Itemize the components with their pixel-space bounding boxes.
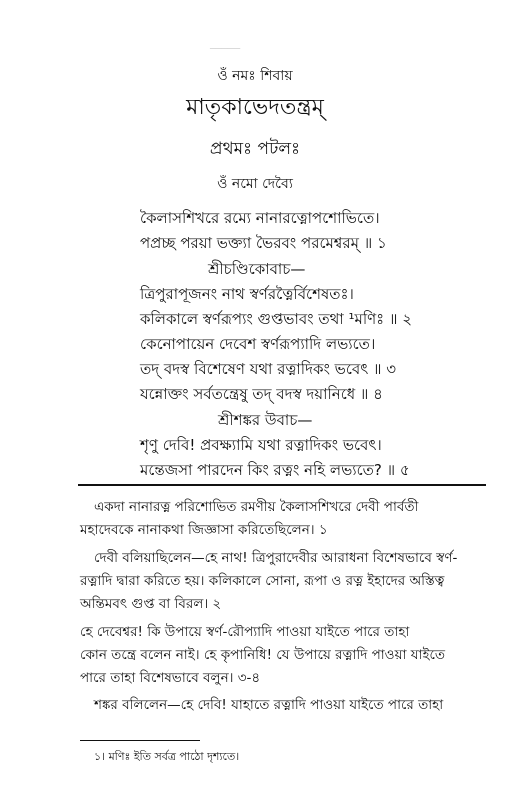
salutation: ওঁ নমো দেব্যৈ — [217, 176, 293, 192]
translation-line: মহাদেবকে নানাকথা জিজ্ঞাসা করিতেছিলেন। ১ — [80, 522, 328, 538]
translation-line: রত্নাদি দ্বারা করিতে হয়। কলিকালে সোনা, রূপা ও রত্ন ইহাদের অস্তিত্ব — [80, 573, 445, 589]
page-title: মাতৃকাভেদতন্ত্রম্ — [186, 95, 324, 120]
translation-line: হে দেবেশ্বর! কি উপায়ে স্বর্ণ-রৌপ্যাদি পাওয়া যাইতে পারে তাহা — [80, 624, 410, 640]
verse-line: ত্রিপুরাপূজনং নাথ স্বর্ণরত্নৈর্বিশেষতঃ। — [140, 285, 354, 303]
translation-line: কোন তন্ত্রে বলেন নাই। হে কৃপানিধি! যে উপায়ে রত্নাদি পাওয়া যাইতে — [80, 647, 446, 663]
verse-line: মন্তেজসা পারদেন কিং রত্নং নহি লভ্যতে? ॥ ৫ — [140, 461, 410, 479]
bleed-through-text: ───── — [210, 44, 241, 55]
section-divider — [78, 484, 486, 486]
chapter-heading: প্রথমঃ পটলঃ — [209, 139, 301, 159]
translation-line: একদা নানারত্ন পরিশোভিত রমণীয় কৈলাসশিখরে দেবী পার্বতী — [94, 499, 419, 515]
verse-line: যন্নোক্তং সর্বতন্ত্রেষু তদ্ বদস্ব দয়ানিধে ॥ ৪ — [140, 385, 383, 403]
verse-line: পপ্রচ্ছ পরয়া ভক্ত্যা ভৈরবং পরমেশ্বরম্ ॥ ১ — [140, 234, 387, 252]
translation-line: পারে তাহা বিশেষভাবে বলুন। ৩-৪ — [80, 670, 261, 686]
speaker-heading: শ্রীশঙ্কর উবাচ— — [218, 411, 313, 429]
verse-line: কেনোপায়েন দেবেশ স্বর্ণরূপ্যাদি লভ্যতে। — [140, 335, 376, 353]
footnote-rule — [80, 740, 200, 741]
verse-line: শৃণু দেবি! প্রবক্ষ্যামি যথা রত্নাদিকং ভবেৎ। — [140, 436, 382, 454]
verse-line: কৈলাসশিখরে রম্যে নানারত্নোপশোভিতে। — [140, 209, 380, 227]
footnote: ১। মণিঃ ইতি সর্বত্র পাঠো দৃশ্যতে। — [94, 750, 240, 763]
invocation: ওঁ নমঃ শিবায় — [217, 68, 293, 84]
translation-line: দেবী বলিয়াছিলেন—হে নাথ! ত্রিপুরাদেবীর আরাধনা বিশেষভাবে স্বর্ণ- — [94, 550, 458, 566]
verse-line: কলিকালে স্বর্ণরূপ্যং গুপ্তভাবং তথা ¹মণিঃ ॥ ২ — [140, 310, 412, 328]
speaker-heading: শ্রীচণ্ডিকোবাচ— — [208, 260, 306, 278]
translation-line: অন্তিমবৎ গুপ্ত বা বিরল। ২ — [80, 596, 222, 612]
translation-line: শঙ্কর বলিলেন—হে দেবি! যাহাতে রত্নাদি পাওয়া যাইতে পারে তাহা — [94, 697, 444, 713]
verse-line: তদ্ বদস্ব বিশেষেণ যথা রত্নাদিকং ভবেৎ ॥ ৩ — [140, 360, 397, 378]
